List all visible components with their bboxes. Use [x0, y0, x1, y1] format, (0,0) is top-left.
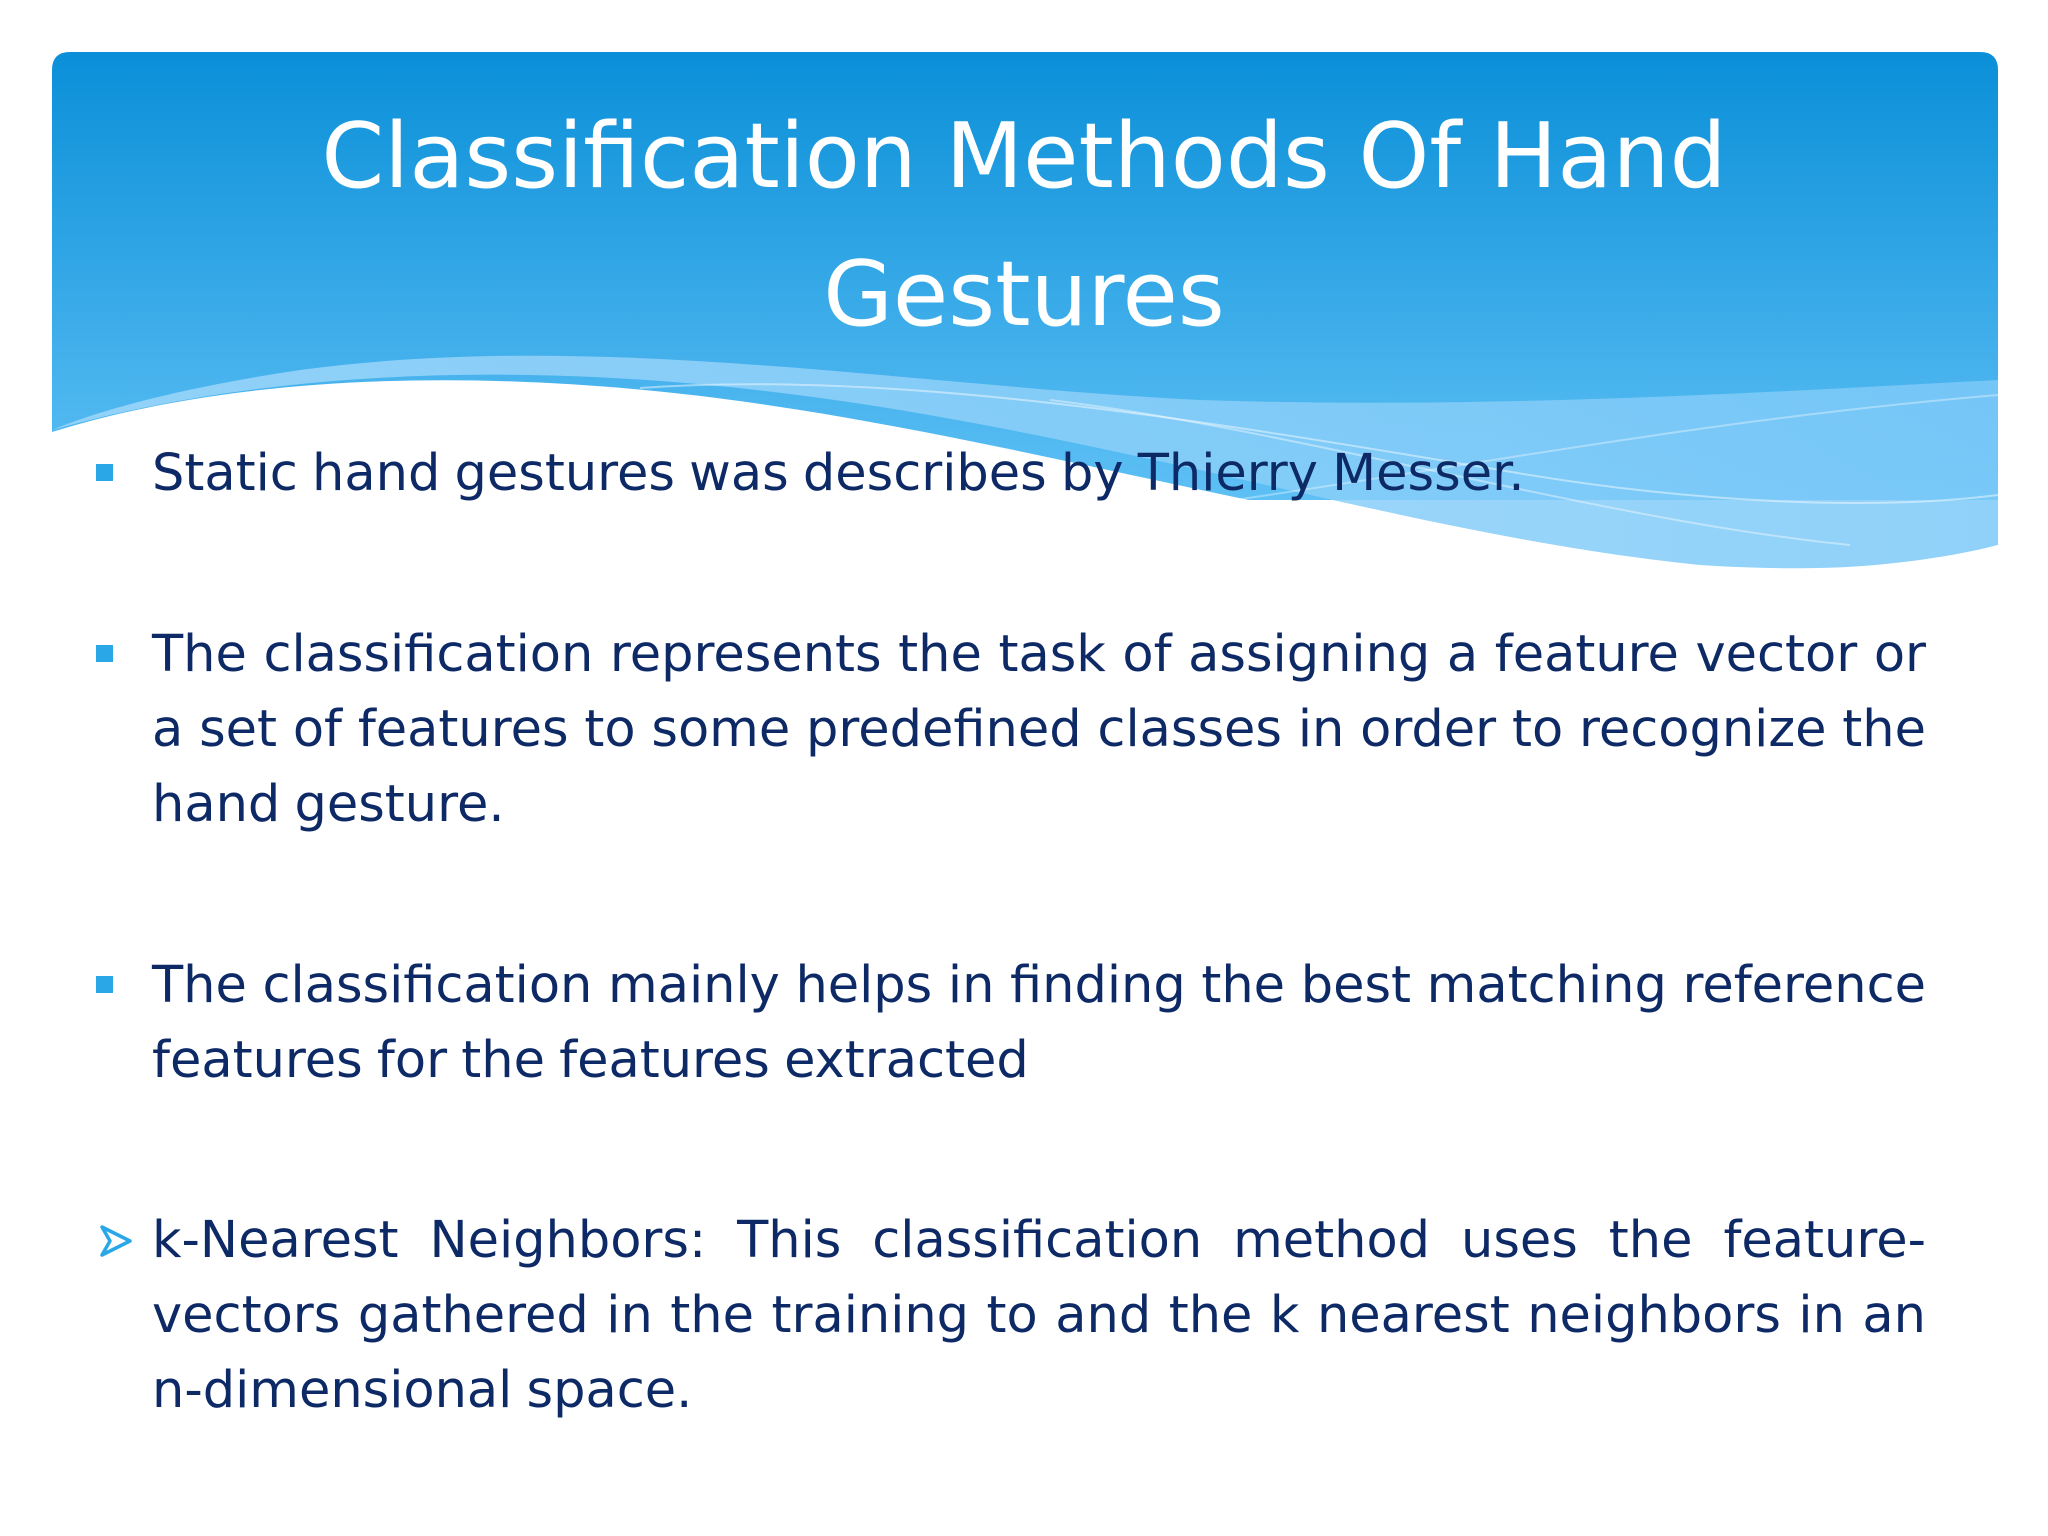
bullet-text: The classification represents the task of assigning a feature vector or a set of features to some predefined classes in order to recognize the hand gesture. [152, 625, 1926, 834]
bullet-item [96, 948, 1926, 1098]
square-bullet-icon [96, 645, 113, 662]
bullet-text: The classification mainly helps in finding the best matching reference features for the features extracted [152, 956, 1926, 1090]
bullet-item [96, 617, 1926, 842]
bullet-marker [96, 617, 152, 689]
bullet-item [96, 436, 1926, 511]
bullet-text: Static hand gestures was describes by Thierry Messer. [152, 444, 1525, 503]
bullet-text: k-Nearest Neighbors: This classification method uses the feature-vectors gathered in the training to and the k nearest neighbors in an n-dimensional space. [152, 1211, 1926, 1420]
square-bullet-icon [96, 464, 113, 481]
bullet-marker [96, 436, 152, 508]
arrow-bullet-icon [96, 1221, 136, 1261]
bullet-item [96, 1203, 1926, 1428]
slide-title: Classification Methods Of Hand Gestures [321, 104, 1727, 347]
bullet-marker [96, 948, 152, 1020]
square-bullet-icon [96, 976, 113, 993]
bullet-marker [96, 1203, 152, 1275]
